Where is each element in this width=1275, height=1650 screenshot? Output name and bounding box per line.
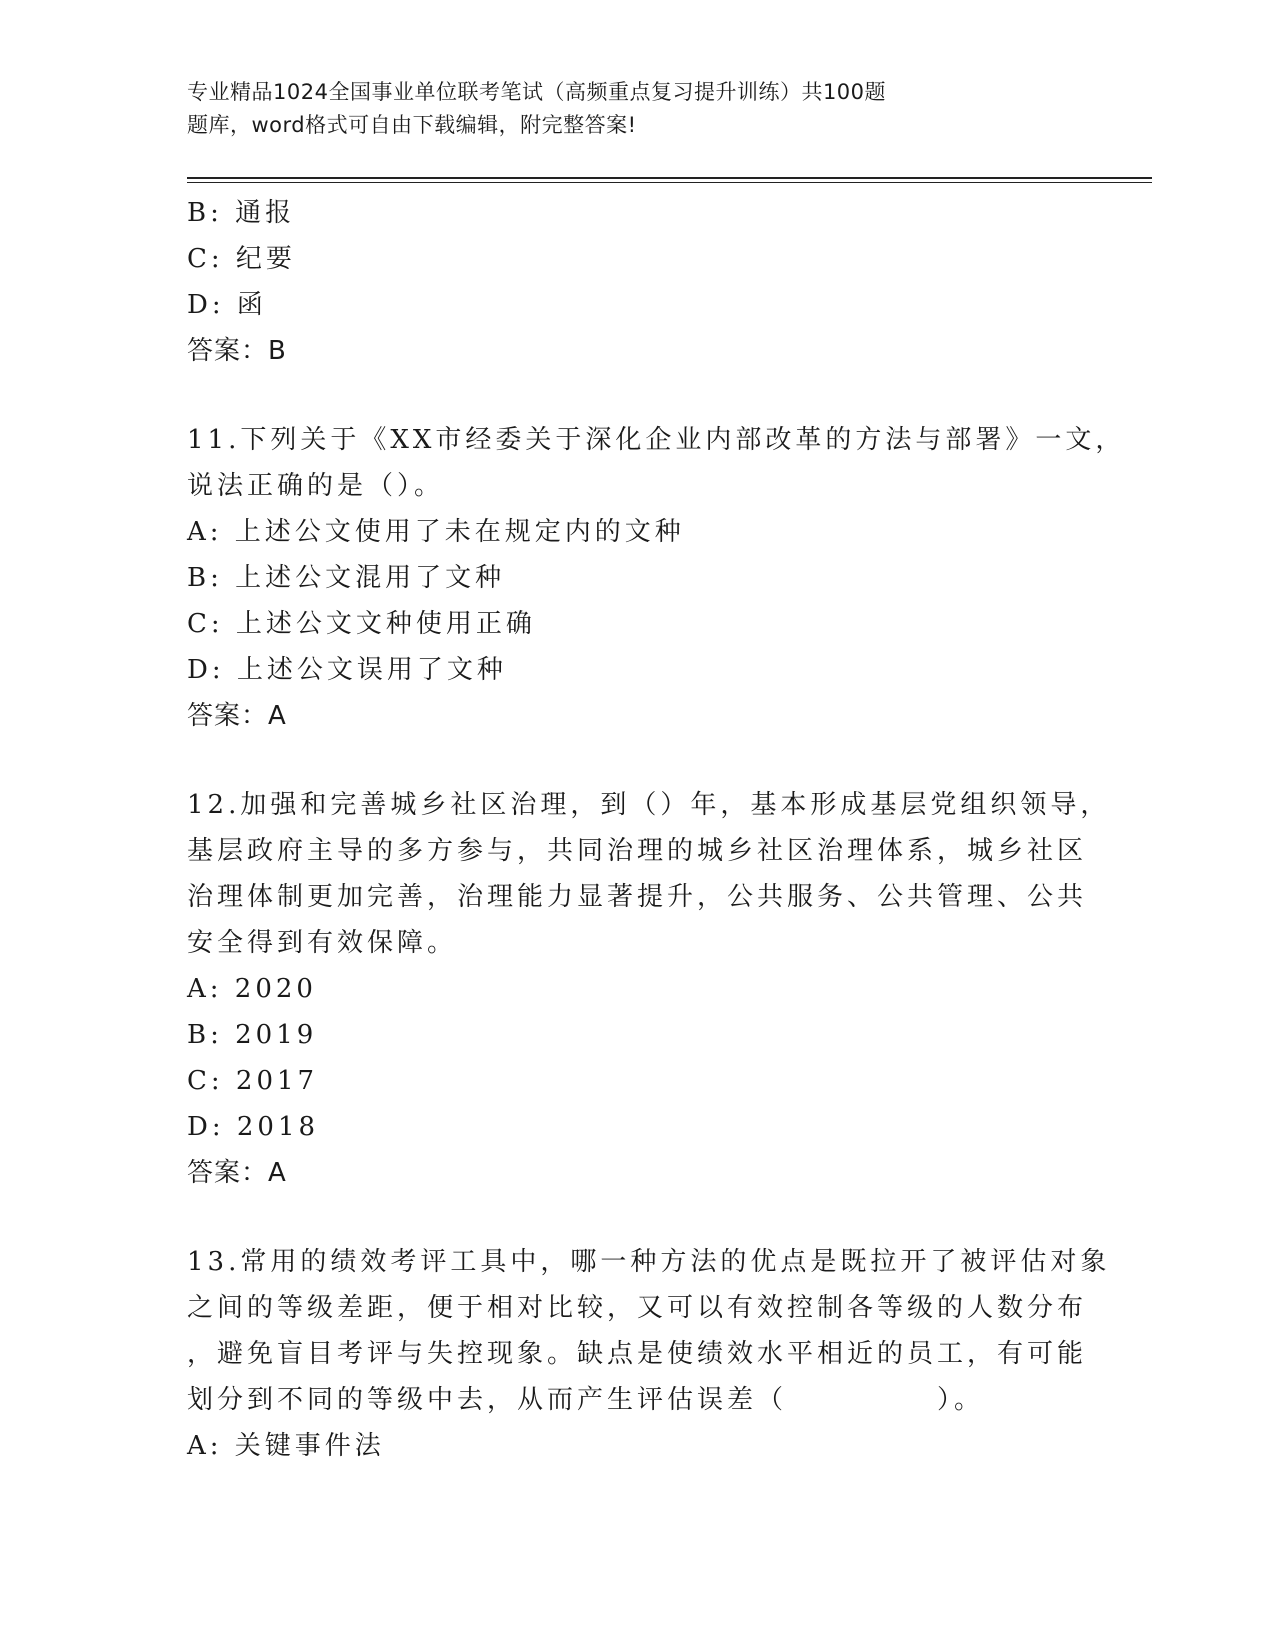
- question-block-13: [187, 1239, 1111, 1469]
- question-text-line: 划分到不同的等级中去，从而产生评估误差（ ）。: [187, 1385, 985, 1415]
- option-c: C: 上述公文文种使用正确: [187, 609, 536, 639]
- answer-line: 答案：A: [187, 701, 287, 731]
- question-block-11: [187, 417, 1126, 739]
- option-d: D: 2018: [187, 1112, 320, 1142]
- header-title-line-1: 专业精品1024全国事业单位联考笔试（高频重点复习提升训练）共100题: [187, 80, 887, 104]
- question-text-line: ，避免盲目考评与失控现象。缺点是使绩效水平相近的员工，有可能: [187, 1339, 1088, 1369]
- option-c: C: 纪要: [187, 244, 296, 274]
- question-text-line: 之间的等级差距，便于相对比较，又可以有效控制各等级的人数分布: [187, 1293, 1088, 1323]
- option-d: D: 函: [187, 290, 267, 320]
- question-block-12: [187, 782, 1111, 1196]
- option-b: B: 2019: [187, 1020, 318, 1050]
- question-text-line: 说法正确的是（）。: [187, 471, 445, 501]
- question-text-line: 治理体制更加完善，治理能力显著提升，公共服务、公共管理、公共: [187, 882, 1088, 912]
- spacer: [187, 739, 1087, 782]
- answer-line: 答案：B: [187, 336, 287, 366]
- question-text-line: 12.加强和完善城乡社区治理，到（）年，基本形成基层党组织领导，: [187, 790, 1111, 820]
- spacer: [187, 374, 1087, 417]
- answer-line: 答案：A: [187, 1158, 287, 1188]
- question-block-prev: [187, 190, 1087, 374]
- option-a: A: 关键事件法: [187, 1431, 385, 1461]
- option-c: C: 2017: [187, 1066, 319, 1096]
- option-a: A: 上述公文使用了未在规定内的文种: [187, 517, 685, 547]
- header-divider-thick: [187, 177, 1152, 179]
- spacer: [187, 1196, 1087, 1239]
- question-text-line: 13.常用的绩效考评工具中，哪一种方法的优点是既拉开了被评估对象: [187, 1247, 1111, 1277]
- question-text-line: 11.下列关于《XX市经委关于深化企业内部改革的方法与部署》一文，: [187, 425, 1126, 455]
- option-a: A: 2020: [187, 974, 317, 1004]
- question-content: [187, 190, 1126, 1469]
- page-header: [187, 76, 1087, 142]
- option-b: B: 通报: [187, 198, 296, 228]
- question-text-line: 安全得到有效保障。: [187, 928, 458, 958]
- option-d: D: 上述公文误用了文种: [187, 655, 507, 685]
- header-title-line-2: 题库，word格式可自由下载编辑，附完整答案!: [187, 113, 637, 137]
- question-text-line: 基层政府主导的多方参与，共同治理的城乡社区治理体系，城乡社区: [187, 836, 1088, 866]
- option-b: B: 上述公文混用了文种: [187, 563, 506, 593]
- header-divider-thin: [187, 182, 1152, 183]
